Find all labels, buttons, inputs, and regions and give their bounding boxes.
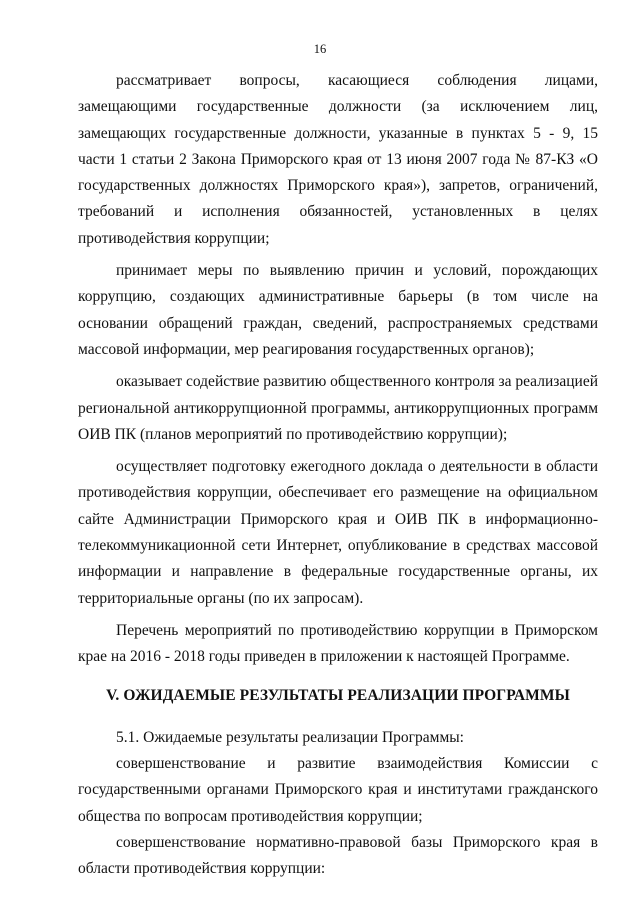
paragraph-corruption-causes: принимает меры по выявлению причин и условий, порождающих коррупцию, создающих административные барьеры (в том числе на основании обращений граждан, сведений, распространяемых средствами массовой информации, мер реагирования государственных органов); bbox=[78, 262, 598, 358]
paragraph-legal-base: совершенствование нормативно-правовой базы Приморского края в области противодействия коррупции: bbox=[78, 834, 598, 878]
paragraph-expected-results: 5.1. Ожидаемые результаты реализации Программы: bbox=[116, 728, 464, 746]
document-body bbox=[78, 68, 598, 883]
paragraph-interaction: совершенствование и развитие взаимодействия Комиссии с государственными органами Приморского края и институтами гражданского общества по вопросам противодействия коррупции; bbox=[78, 755, 598, 825]
paragraph-annual-report: осуществляет подготовку ежегодного доклада о деятельности в области противодействия коррупции, обеспечивает его размещение на официальном сайте Администрации Приморского края и ОИВ ПК в информационно-телекоммуникационной сети Интернет, опубликование в средствах массовой информации и направление в федеральные государственные органы, их территориальные органы (по их запросам). bbox=[78, 458, 598, 607]
paragraph-measures-list: Перечень мероприятий по противодействию коррупции в Приморском крае на 2016 - 2018 годы приведен в приложении к настоящей Программе. bbox=[78, 621, 598, 666]
paragraph-commission-duties: рассматривает вопросы, касающиеся соблюдения лицами, замещающими государственные должности (за исключением лиц, замещающих государственные должности, указанные в пунктах 5 - 9, 15 части 1 статьи 2 Закона Приморского края от 13 июня 2007 года № 87-КЗ «О государственных должностях Приморского края»), запретов, ограничений, требований и исполнения обязанностей, установленных в целях противодействия коррупции; bbox=[78, 72, 598, 247]
page-number: 16 bbox=[313, 42, 327, 56]
paragraph-public-control: оказывает содействие развитию общественного контроля за реализацией региональной антикоррупционной программы, антикоррупционных программ ОИВ ПК (планов мероприятий по противодействию коррупции); bbox=[78, 373, 598, 443]
section-heading: V. ОЖИДАЕМЫЕ РЕЗУЛЬТАТЫ РЕАЛИЗАЦИИ ПРОГРАММЫ bbox=[106, 686, 570, 704]
